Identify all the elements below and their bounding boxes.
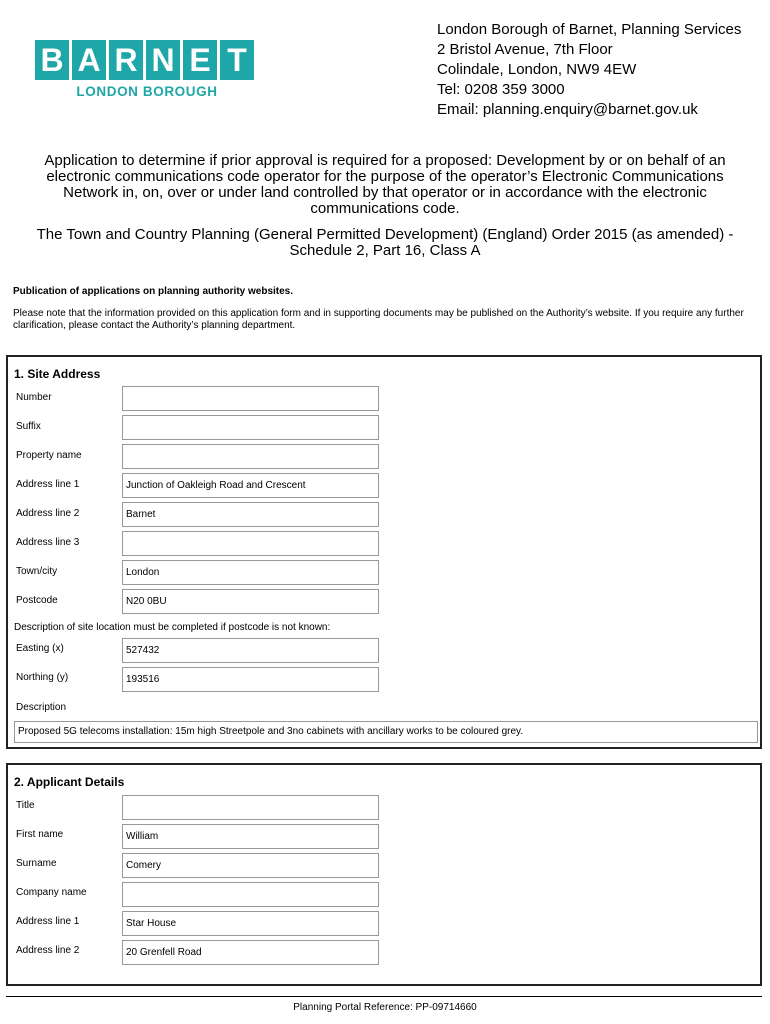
council-city: Colindale, London, NW9 4EW (437, 61, 637, 78)
barnet-logo (35, 40, 259, 102)
field-label: Address line 2 (16, 508, 80, 519)
applicant-address-line-2-field[interactable]: 20 Grenfell Road (122, 940, 379, 965)
address-line-1-field[interactable]: Junction of Oakleigh Road and Crescent (122, 473, 379, 498)
publication-note: Please note that the information provided on this application form and in supporting documents may be published on the Authority’s website. If you require any further clarification, please contact the Authority’s planning department. (13, 308, 744, 331)
field-label: Postcode (16, 595, 58, 606)
form-subtitle: The Town and Country Planning (General Permitted Development) (England) Order 2015 (as amended) - Schedule 2, Part 16, Class A (36, 226, 734, 259)
field-label: Address line 1 (16, 916, 80, 927)
easting-field[interactable]: 527432 (122, 638, 379, 663)
council-tel: Tel: 0208 359 3000 (437, 81, 565, 98)
northing-field[interactable]: 193516 (122, 667, 379, 692)
field-label: Address line 1 (16, 479, 80, 490)
logo-letter: N (146, 40, 180, 80)
publication-heading: Publication of applications on planning authority websites. (13, 286, 294, 297)
planning-portal-reference: Planning Portal Reference: PP-09714660 (293, 1002, 477, 1013)
site-address-section (6, 355, 762, 749)
number-field[interactable] (122, 386, 379, 411)
council-street: 2 Bristol Avenue, 7th Floor (437, 41, 613, 58)
surname-field[interactable]: Comery (122, 853, 379, 878)
logo-letters (35, 40, 259, 80)
field-label: Number (16, 392, 52, 403)
field-label: Northing (y) (16, 672, 69, 683)
field-label: Suffix (16, 421, 41, 432)
field-label: Easting (x) (16, 643, 64, 654)
logo-letter: B (35, 40, 69, 80)
form-title: Application to determine if prior approval is required for a proposed: Development by or on behalf of an electronic communications code operator for the purpose of the operator’s Electronic Communications Network in, on, over or under land controlled by that operator or in accordance with the electronic communications code. (44, 152, 726, 217)
section-title: 1. Site Address (14, 367, 101, 381)
field-label: Property name (16, 450, 82, 461)
council-address (437, 20, 741, 120)
field-label: Company name (16, 887, 87, 898)
description-label: Description (16, 702, 67, 713)
field-label: First name (16, 829, 64, 840)
logo-letter: R (109, 40, 143, 80)
logo-subtitle: LONDON BOROUGH (76, 84, 218, 99)
logo-letter: A (72, 40, 106, 80)
company-name-field[interactable] (122, 882, 379, 907)
field-label: Title (16, 800, 35, 811)
field-label: Address line 2 (16, 945, 80, 956)
town-city-field[interactable]: London (122, 560, 379, 585)
logo-letter: T (220, 40, 254, 80)
footer-divider (6, 996, 762, 997)
logo-letter: E (183, 40, 217, 80)
field-label: Address line 3 (16, 537, 80, 548)
title-field[interactable] (122, 795, 379, 820)
description-field[interactable]: Proposed 5G telecoms installation: 15m high Streetpole and 3no cabinets with ancillary works to be coloured grey. (14, 721, 758, 743)
first-name-field[interactable]: William (122, 824, 379, 849)
suffix-field[interactable] (122, 415, 379, 440)
location-note: Description of site location must be completed if postcode is not known: (14, 622, 331, 633)
section-title: 2. Applicant Details (14, 775, 125, 789)
field-label: Town/city (16, 566, 58, 577)
postcode-field[interactable]: N20 0BU (122, 589, 379, 614)
council-email: Email: planning.enquiry@barnet.gov.uk (437, 101, 698, 118)
property-name-field[interactable] (122, 444, 379, 469)
council-name: London Borough of Barnet, Planning Services (437, 21, 742, 38)
applicant-details-section (6, 763, 762, 986)
address-line-2-field[interactable]: Barnet (122, 502, 379, 527)
address-line-3-field[interactable] (122, 531, 379, 556)
applicant-address-line-1-field[interactable]: Star House (122, 911, 379, 936)
field-label: Surname (16, 858, 57, 869)
